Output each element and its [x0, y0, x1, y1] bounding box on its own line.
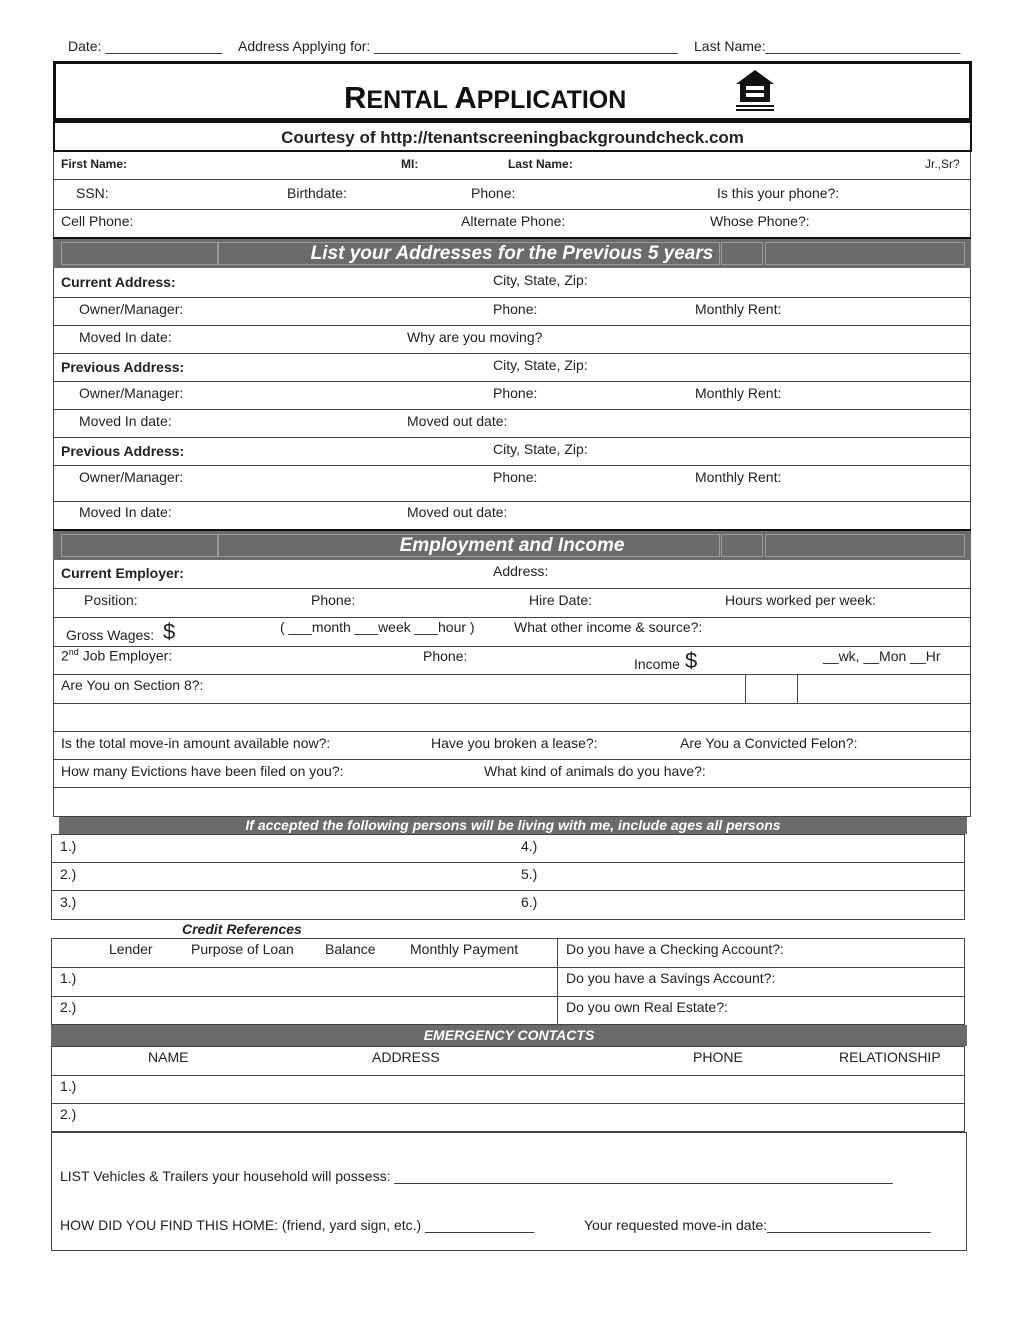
previous-owner-row-2 — [53, 466, 971, 502]
credit-row-2-label: 2.) — [60, 999, 77, 1015]
emergency-section-title: EMERGENCY CONTACTS — [423, 1027, 595, 1043]
top-last-name-field[interactable]: Last Name:_________________________ — [694, 38, 961, 54]
dollar-sign: $ — [685, 648, 698, 673]
employment-section-title: Employment and Income — [399, 535, 625, 556]
suffix-label: Jr.,Sr? — [925, 157, 960, 171]
moved-out-label: Moved out date: — [407, 413, 508, 429]
applicant-row-2 — [53, 180, 971, 210]
is-your-phone-label: Is this your phone?: — [717, 185, 840, 201]
employer-address-label: Address: — [493, 563, 549, 579]
previous-address-label: Previous Address: — [61, 359, 185, 375]
blank-row[interactable] — [53, 704, 971, 732]
emergency-section-header — [51, 1025, 967, 1046]
current-employer-label: Current Employer: — [61, 565, 184, 581]
owner-label: Owner/Manager: — [79, 469, 184, 485]
phone-label: Phone: — [471, 185, 516, 201]
monthly-rent-label: Monthly Rent: — [695, 385, 782, 401]
previous-moved-row-2 — [53, 502, 971, 531]
credit-table — [51, 938, 965, 1025]
person-3-label: 3.) — [60, 894, 77, 910]
second-job-label: 2nd Job Employer: — [61, 647, 173, 664]
courtesy-bar — [53, 121, 972, 152]
date-field[interactable]: Date: _______________ — [68, 38, 223, 54]
current-moved-row — [53, 326, 971, 354]
persons-section-header — [59, 817, 967, 834]
monthly-rent-label: Monthly Rent: — [695, 469, 782, 485]
person-2-label: 2.) — [60, 866, 77, 882]
persons-table — [51, 834, 965, 920]
applicant-row-1 — [53, 152, 971, 180]
move-in-amount-label: Is the total move-in amount available now?: — [61, 735, 331, 751]
checking-account-label: Do you have a Checking Account?: — [566, 941, 784, 957]
first-name-label: First Name: — [61, 157, 128, 171]
person-5-label: 5.) — [521, 866, 538, 882]
moved-in-label: Moved In date: — [79, 413, 172, 429]
title-box — [53, 61, 972, 121]
applicant-row-3 — [53, 210, 971, 239]
courtesy-link[interactable]: Courtesy of http://tenantscreeningbackgroundcheck.com — [281, 128, 744, 147]
city-state-zip-label: City, State, Zip: — [493, 441, 588, 457]
credit-row-1-label: 1.) — [60, 970, 77, 986]
second-job-row — [53, 647, 971, 675]
phone-header: PHONE — [693, 1049, 743, 1065]
address-applying-field[interactable]: Address Applying for: _______________________________________ — [238, 38, 678, 54]
vehicles-field[interactable]: LIST Vehicles & Trailers your household will possess: ________________________________________________________________ — [60, 1168, 893, 1184]
previous-owner-row-1 — [53, 382, 971, 410]
relationship-header: RELATIONSHIP — [839, 1049, 941, 1065]
section8-divider — [745, 675, 746, 703]
find-home-field[interactable]: HOW DID YOU FIND THIS HOME: (friend, yard sign, etc.) ______________ — [60, 1217, 535, 1233]
employer-phone-label: Phone: — [311, 592, 356, 608]
credit-references-title: Credit References — [182, 921, 302, 937]
address-header: ADDRESS — [372, 1049, 440, 1065]
employment-section-header — [53, 531, 971, 560]
monthly-rent-label: Monthly Rent: — [695, 301, 782, 317]
mi-label: MI: — [401, 157, 419, 171]
owner-phone-label: Phone: — [493, 385, 538, 401]
position-label: Position: — [84, 592, 138, 608]
income-label: Income — [634, 656, 680, 672]
owner-label: Owner/Manager: — [79, 301, 184, 317]
emergency-row-2-label: 2.) — [60, 1106, 77, 1122]
previous-address-label: Previous Address: — [61, 443, 185, 459]
emergency-table — [51, 1046, 965, 1132]
alt-phone-label: Alternate Phone: — [461, 213, 566, 229]
city-state-zip-label: City, State, Zip: — [493, 272, 588, 288]
dollar-sign: $ — [163, 619, 176, 644]
person-4-label: 4.) — [521, 838, 538, 854]
current-employer-row — [53, 560, 971, 589]
lender-header: Lender — [109, 941, 153, 957]
pay-period-label: ( ___month ___week ___hour ) — [280, 619, 475, 635]
purpose-header: Purpose of Loan — [191, 941, 294, 957]
ssn-label: SSN: — [76, 185, 109, 201]
equal-housing-logo — [734, 68, 776, 114]
broken-lease-label: Have you broken a lease?: — [431, 735, 598, 751]
addresses-section-title: List your Addresses for the Previous 5 years — [310, 243, 714, 264]
section8-row — [53, 675, 971, 704]
current-owner-row — [53, 298, 971, 326]
person-1-label: 1.) — [60, 838, 77, 854]
animals-label: What kind of animals do you have?: — [484, 763, 706, 779]
cell-phone-label: Cell Phone: — [61, 213, 134, 229]
emergency-row-1-label: 1.) — [60, 1078, 77, 1094]
name-header: NAME — [148, 1049, 189, 1065]
previous-moved-row-1 — [53, 410, 971, 438]
gross-wages-label: Gross Wages: — [66, 627, 155, 643]
current-address-label: Current Address: — [61, 274, 176, 290]
current-address-row — [53, 268, 971, 298]
blank-row[interactable] — [53, 788, 971, 817]
second-job-phone-label: Phone: — [423, 648, 468, 664]
evictions-label: How many Evictions have been filed on you?: — [61, 763, 344, 779]
real-estate-label: Do you own Real Estate?: — [566, 999, 728, 1015]
last-name-label: Last Name: — [508, 157, 573, 171]
page-title: RENTAL APPLICATION — [344, 80, 627, 115]
persons-section-title: If accepted the following persons will be living with me, include ages all persons — [245, 817, 781, 833]
footer-box — [51, 1132, 967, 1251]
hours-label: Hours worked per week: — [725, 592, 876, 608]
position-row — [53, 589, 971, 618]
owner-label: Owner/Manager: — [79, 385, 184, 401]
move-in-questions-row — [53, 732, 971, 760]
wk-mon-hr-label: __wk, __Mon __Hr — [823, 648, 941, 664]
whose-phone-label: Whose Phone?: — [710, 213, 810, 229]
previous-address-row-1 — [53, 354, 971, 382]
balance-header: Balance — [325, 941, 376, 957]
evictions-row — [53, 760, 971, 788]
owner-phone-label: Phone: — [493, 301, 538, 317]
felon-label: Are You a Convicted Felon?: — [680, 735, 858, 751]
addresses-section-header — [53, 239, 971, 268]
section8-label: Are You on Section 8?: — [61, 677, 204, 693]
owner-phone-label: Phone: — [493, 469, 538, 485]
why-moving-label: Why are you moving? — [407, 329, 543, 345]
section8-divider — [797, 675, 798, 703]
moved-out-label: Moved out date: — [407, 504, 508, 520]
person-6-label: 6.) — [521, 894, 538, 910]
moved-in-label: Moved In date: — [79, 504, 172, 520]
gross-wages-row — [53, 618, 971, 647]
move-in-date-field[interactable]: Your requested move-in date:_____________________ — [584, 1217, 931, 1233]
other-income-label: What other income & source?: — [514, 619, 703, 635]
monthly-payment-header: Monthly Payment — [410, 941, 519, 957]
city-state-zip-label: City, State, Zip: — [493, 357, 588, 373]
birthdate-label: Birthdate: — [287, 185, 347, 201]
hire-date-label: Hire Date: — [529, 592, 593, 608]
moved-in-label: Moved In date: — [79, 329, 172, 345]
savings-account-label: Do you have a Savings Account?: — [566, 970, 776, 986]
previous-address-row-2 — [53, 438, 971, 466]
